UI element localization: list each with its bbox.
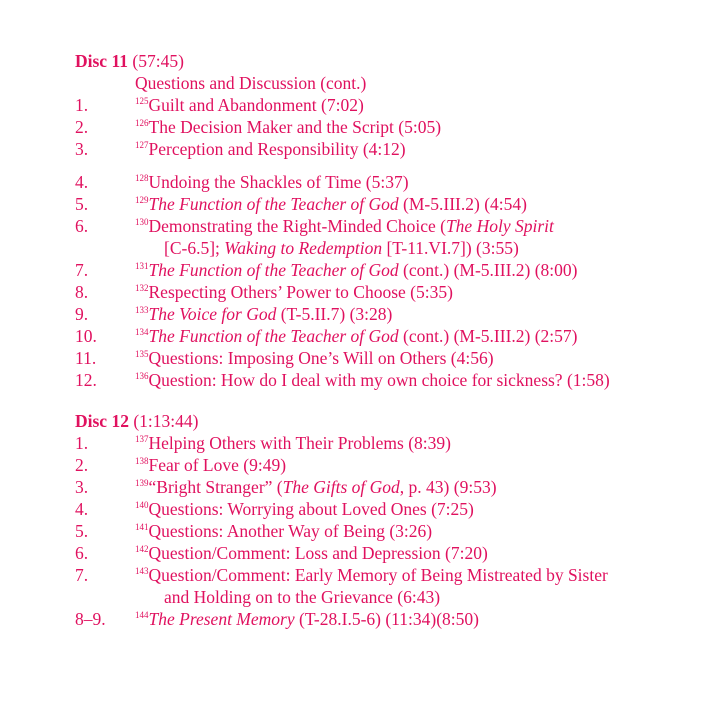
track-text: , p. 43) (9:53) xyxy=(399,477,497,497)
track-number: 8. xyxy=(75,282,89,302)
track-index: 138 xyxy=(135,456,149,466)
track-index: 136 xyxy=(135,371,149,381)
track-text: [T-11.VI.7]) (3:55) xyxy=(382,238,519,258)
track-number: 3. xyxy=(75,477,89,497)
track-text: The Decision Maker and the Script (5:05) xyxy=(148,117,442,137)
track-row xyxy=(75,94,705,116)
track-index: 143 xyxy=(135,566,149,576)
track-italic-title: The Function of the Teacher of God xyxy=(148,194,399,214)
track-italic-title: The Gifts of God xyxy=(282,477,400,497)
track-title xyxy=(135,325,578,347)
track-text: Helping Others with Their Problems (8:39) xyxy=(148,433,451,453)
track-title xyxy=(135,281,453,303)
track-title xyxy=(135,476,497,498)
track-text: Fear of Love (9:49) xyxy=(148,455,287,475)
track-index: 133 xyxy=(135,305,149,315)
track-number: 4. xyxy=(75,499,89,519)
track-italic-title: The Voice for God xyxy=(148,304,277,324)
track-text: Guilt and Abandonment (7:02) xyxy=(148,95,364,115)
track-number: 6. xyxy=(75,543,89,563)
track-text: Demonstrating the Right-Minded Choice ( xyxy=(148,216,446,236)
track-italic-title: The Present Memory xyxy=(148,609,295,629)
track-index: 141 xyxy=(135,522,149,532)
track-text: “Bright Stranger” ( xyxy=(148,477,283,497)
track-row xyxy=(75,432,705,454)
track-index: 144 xyxy=(135,610,149,620)
track-text: Question/Comment: Loss and Depression (7:20) xyxy=(148,543,488,563)
track-text: (T-5.II.7) (3:28) xyxy=(276,304,393,324)
track-text: Questions: Imposing One’s Will on Others (4:56) xyxy=(148,348,494,368)
track-title xyxy=(135,498,474,520)
track-row xyxy=(75,498,705,520)
track-index: 139 xyxy=(135,478,149,488)
track-title xyxy=(135,608,479,630)
track-title xyxy=(135,369,610,391)
track-row xyxy=(75,138,705,160)
track-title xyxy=(135,303,392,325)
track-index: 142 xyxy=(135,544,149,554)
track-italic-title: The Function of the Teacher of God xyxy=(148,260,399,280)
track-continuation: and Holding on to the Grievance (6:43) xyxy=(164,587,441,607)
track-index: 128 xyxy=(135,173,149,183)
disc-11-section xyxy=(75,50,705,391)
track-index: 126 xyxy=(135,118,149,128)
track-title xyxy=(135,347,494,369)
track-italic-title: The Function of the Teacher of God xyxy=(148,326,399,346)
track-index: 137 xyxy=(135,434,149,444)
track-number: 9. xyxy=(75,304,89,324)
track-text: (M-5.III.2) (4:54) xyxy=(398,194,527,214)
track-title xyxy=(135,215,554,237)
track-number: 5. xyxy=(75,521,89,541)
track-index: 140 xyxy=(135,500,149,510)
track-title xyxy=(135,171,409,193)
track-text: Respecting Others’ Power to Choose (5:35) xyxy=(148,282,453,302)
track-title xyxy=(135,193,527,215)
track-title xyxy=(135,432,451,454)
disc-12-duration: (1:13:44) xyxy=(133,411,199,431)
track-index: 125 xyxy=(135,96,149,106)
track-text: Questions: Worrying about Loved Ones (7:25) xyxy=(148,499,474,519)
track-index: 127 xyxy=(135,140,149,150)
track-title xyxy=(135,138,406,160)
track-index: 129 xyxy=(135,195,149,205)
track-index: 135 xyxy=(135,349,149,359)
track-text: Question/Comment: Early Memory of Being Mistreated by Sister xyxy=(148,565,608,585)
track-title xyxy=(135,259,578,281)
track-number: 3. xyxy=(75,139,89,159)
disc-11-duration: (57:45) xyxy=(132,51,184,71)
track-row xyxy=(75,215,705,259)
track-title xyxy=(135,520,432,542)
track-row xyxy=(75,520,705,542)
track-row xyxy=(75,369,705,391)
track-text: Undoing the Shackles of Time (5:37) xyxy=(148,172,409,192)
track-text: Perception and Responsibility (4:12) xyxy=(148,139,406,159)
disc-12-header xyxy=(75,410,705,432)
track-row xyxy=(75,171,705,193)
track-number: 1. xyxy=(75,433,89,453)
track-row xyxy=(75,303,705,325)
track-row xyxy=(75,325,705,347)
track-number: 11. xyxy=(75,348,97,368)
disc-11-header xyxy=(75,50,705,72)
track-row xyxy=(75,608,705,630)
disc-12-title: Disc 12 xyxy=(75,411,129,431)
track-number: 5. xyxy=(75,194,89,214)
track-number: 12. xyxy=(75,370,97,390)
track-index: 131 xyxy=(135,261,149,271)
track-title xyxy=(135,564,608,586)
disc-11-subheading: Questions and Discussion (cont.) xyxy=(135,73,367,93)
track-text: Question: How do I deal with my own choice for sickness? (1:58) xyxy=(148,370,610,390)
track-title xyxy=(135,94,364,116)
track-row xyxy=(75,193,705,215)
track-number: 6. xyxy=(75,216,89,236)
track-row xyxy=(75,116,705,138)
track-index: 130 xyxy=(135,217,149,227)
track-number: 7. xyxy=(75,260,89,280)
track-row xyxy=(75,542,705,564)
track-row xyxy=(75,476,705,498)
track-text: (cont.) (M-5.III.2) (8:00) xyxy=(398,260,578,280)
track-row xyxy=(75,347,705,369)
track-title xyxy=(135,116,441,138)
disc-12-section xyxy=(75,410,705,630)
track-row xyxy=(75,564,705,608)
track-italic-title: Waking to Redemption xyxy=(224,238,383,258)
track-continuation xyxy=(164,237,519,259)
track-text: [C-6.5]; xyxy=(164,238,225,258)
track-title xyxy=(135,454,286,476)
track-text: (T-28.I.5-6) (11:34)(8:50) xyxy=(294,609,479,629)
track-italic-title: The Holy Spirit xyxy=(445,216,554,236)
track-text: Questions: Another Way of Being (3:26) xyxy=(148,521,433,541)
track-row xyxy=(75,281,705,303)
track-number: 8–9. xyxy=(75,609,106,629)
track-index: 134 xyxy=(135,327,149,337)
track-row xyxy=(75,259,705,281)
track-text: (cont.) (M-5.III.2) (2:57) xyxy=(398,326,578,346)
track-number: 4. xyxy=(75,172,89,192)
track-number: 2. xyxy=(75,455,89,475)
track-number: 1. xyxy=(75,95,89,115)
track-row xyxy=(75,454,705,476)
track-number: 10. xyxy=(75,326,97,346)
track-index: 132 xyxy=(135,283,149,293)
track-title xyxy=(135,542,488,564)
track-number: 2. xyxy=(75,117,89,137)
disc-11-title: Disc 11 xyxy=(75,51,128,71)
track-number: 7. xyxy=(75,565,89,585)
